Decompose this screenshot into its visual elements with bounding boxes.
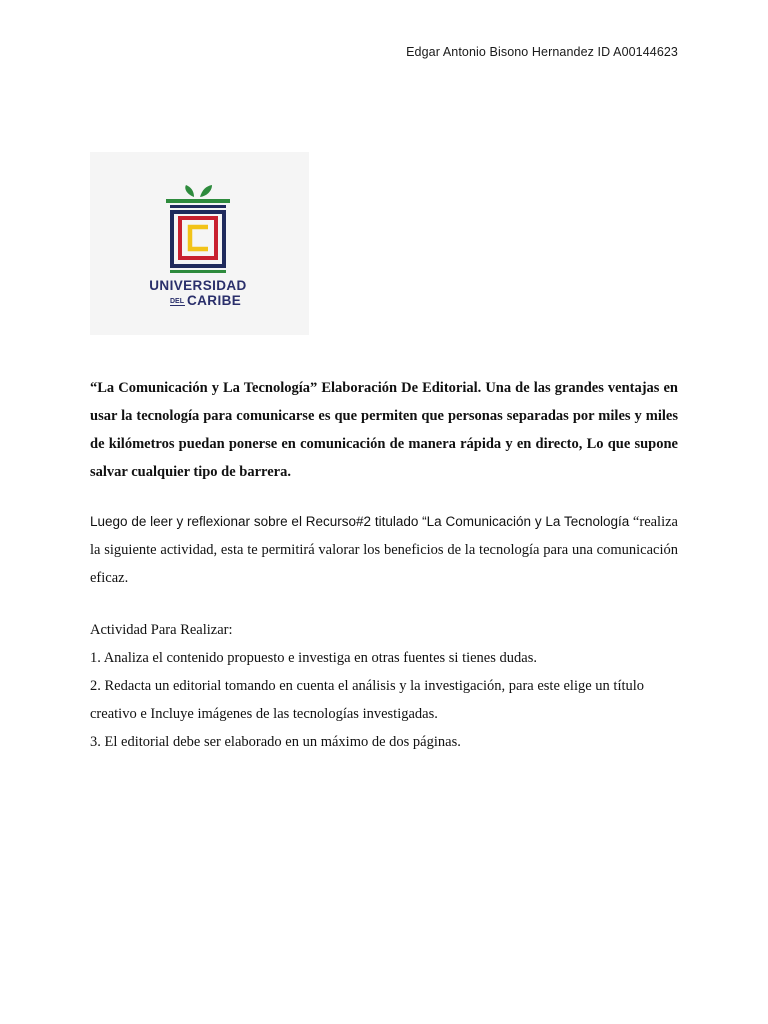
activity-item: 1. Analiza el contenido propuesto e investiga en otras fuentes si tienes dudas.: [90, 650, 537, 666]
logo-bar-navy: [170, 205, 226, 208]
logo-bar-green: [166, 199, 230, 203]
instructions-paragraph: [90, 508, 678, 592]
activity-heading: Actividad Para Realizar:: [90, 622, 233, 638]
author-header: Edgar Antonio Bisono Hernandez ID A00144623: [406, 45, 678, 59]
logo-text-del: DEL: [170, 298, 184, 305]
activity-item: creativo e Incluye imágenes de las tecnologías investigadas.: [90, 706, 438, 722]
instructions-lead: Luego de leer y reflexionar sobre el Recurso#2 titulado “La Comunicación y La Tecnología: [90, 514, 630, 529]
instructions-rest: “realiza la siguiente actividad, esta te permitirá valorar los beneficios de la tecnología para una comunicación eficaz.: [90, 514, 678, 586]
activity-item: 2. Redacta un editorial tomando en cuenta el análisis y la investigación, para este elige un título: [90, 678, 645, 694]
logo-leaf-right: [200, 185, 212, 197]
logo-leaf-left: [185, 185, 194, 197]
logo-bar-green-bottom: [170, 270, 226, 273]
logo-frame-red: [180, 218, 216, 258]
logo-text-caribe: CARIBE: [187, 293, 242, 308]
logo-del-underline: [170, 305, 185, 306]
logo-text-universidad: UNIVERSIDAD: [149, 278, 247, 293]
intro-paragraph: “La Comunicación y La Tecnología” Elaboración De Editorial. Una de las grandes ventajas en usar la tecnología para comunicarse es que permiten que personas separadas por miles y miles de kilómetros puedan ponerse en comunicación de manera rápida y en directo, Lo que supone salvar cualquier tipo de barrera.: [90, 380, 678, 480]
university-logo: [90, 152, 309, 335]
logo-c-yellow: [190, 227, 208, 249]
activity-item: 3. El editorial debe ser elaborado en un máximo de dos páginas.: [90, 734, 461, 750]
activity-section: [90, 616, 690, 756]
